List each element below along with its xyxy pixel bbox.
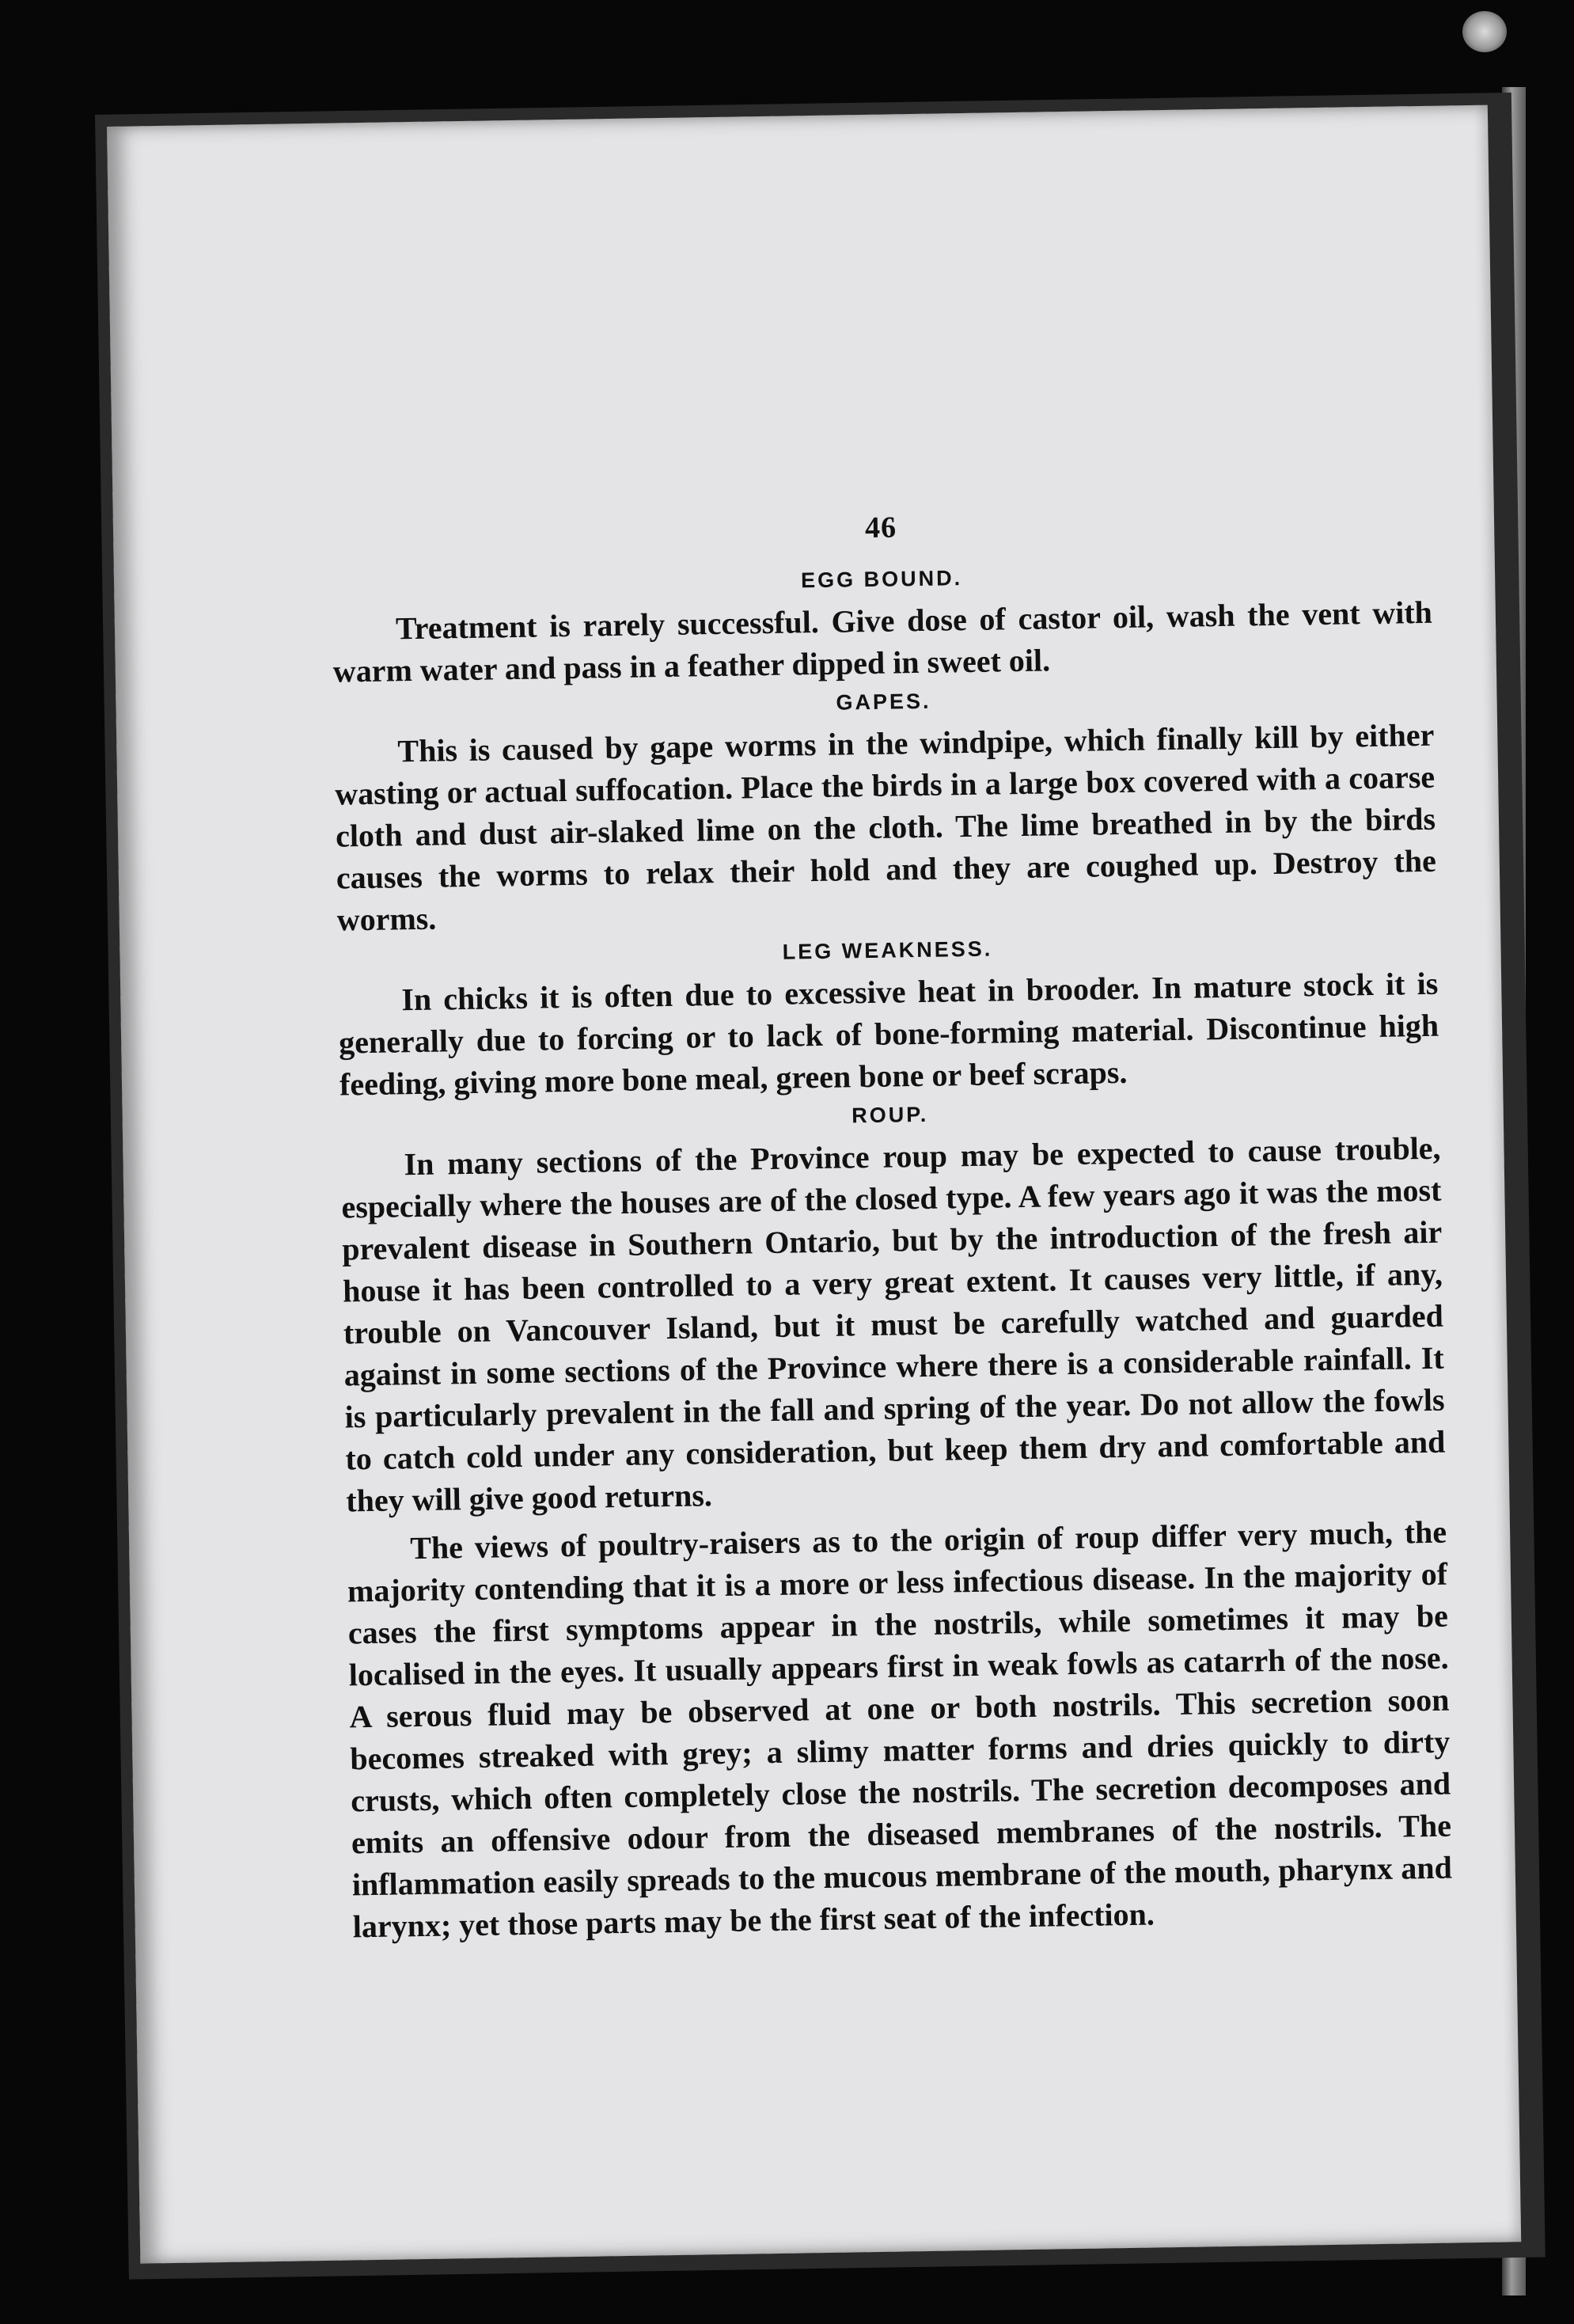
paragraph-roup-1: In many sections of the Province roup may be expected to cause trouble, especially where the houses are of the closed type. A few years ago it was the most prevalent disease in Southern Ontario, but by the introduction of the fresh air house it has been controlled to a very great extent. It causes very little, if any, trouble on Vancouver Island, but it must be carefully watched and guarded against in some sections of the Province where there is a considerable rainfall. It is particularly prevalent in the fall and spring of the year. Do not allow the fowls to catch cold under any consideration, but keep them dry and comfortable and they will give good returns. [341, 1130, 1446, 1519]
heading-egg-bound: EGG BOUND. [800, 566, 963, 593]
page-number: 46 [864, 511, 897, 545]
scanner-blot [1462, 11, 1507, 52]
heading-roup: ROUP. [851, 1102, 929, 1128]
paragraph-roup-2: The views of poultry-raisers as to the origin of roup differ very much, the majority contending that it is a more or less infectious disease. In the majority of cases the first symptoms appear in the nostrils, while sometimes it may be localised in the eyes. It usually appears first in weak fowls as catarrh of the nose. A serous fluid may be observed at one or both nostrils. This secretion soon becomes streaked with grey; a slimy matter forms and dries quickly to dirty crusts, which often completely close the nostrils. The secretion decomposes and emits an offensive odour from the diseased membranes of the nostrils. The inflammation easily spreads to the mucous membrane of the mouth, pharynx and larynx; yet those parts may be the first seat of the infection. [347, 1513, 1453, 1945]
text-column [331, 502, 1453, 1954]
book-page [107, 105, 1521, 2264]
paragraph-leg-weakness: In chicks it is often due to excessive heat in brooder. In mature stock it is generally due to forcing or to lack of bone-forming material. Discontinue high feeding, giving more bone meal, green bone or beef scraps. [338, 965, 1439, 1103]
heading-gapes: GAPES. [836, 689, 931, 715]
heading-leg-weakness: LEG WEAKNESS. [782, 936, 993, 964]
paragraph-egg-bound: Treatment is rarely successful. Give dose of castor oil, wash the vent with warm water and pass in a feather dipped in sweet oil. [332, 594, 1433, 689]
paragraph-gapes: This is caused by gape worms in the windpipe, which finally kill by either wasting or actual suffocation. Place the birds in a large box covered with a coarse cloth and dust air-slaked lime on the cloth. The lime breathed in by the birds causes the worms to relax their hold and they are coughed up. Destroy the worms. [334, 716, 1437, 938]
